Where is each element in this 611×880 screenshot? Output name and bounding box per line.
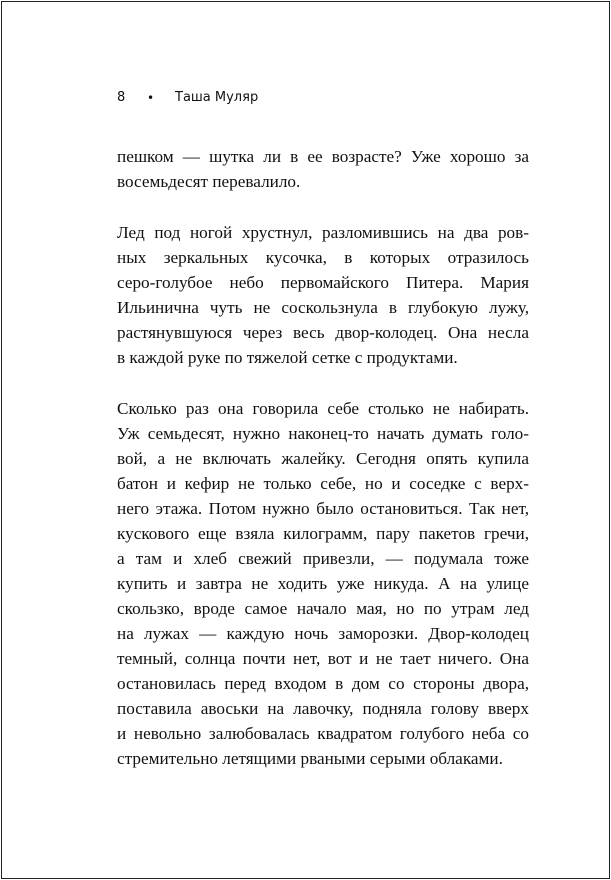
text-line: стремительно летящими рваными серыми облаками. — [117, 749, 503, 768]
book-page — [1, 1, 610, 879]
text-line: темный, солнца почти нет, вот и не тает ничего. Она — [117, 649, 529, 668]
page-number: 8 — [117, 90, 126, 105]
paragraph — [117, 144, 529, 194]
text-line: ных зеркальных кусочка, в которых отразилось — [117, 248, 529, 267]
text-line: остановилась перед входом в дом со стороны двора, — [117, 674, 529, 693]
running-header — [117, 90, 258, 105]
text-line: Лед под ногой хрустнул, разломившись на два ров- — [117, 223, 529, 242]
text-line: растянувшуюся через весь двор-колодец. Она несла — [117, 323, 529, 342]
paragraph — [117, 396, 529, 771]
text-line: скользко, вроде самое начало мая, но по утрам лед — [117, 599, 529, 618]
text-line: поставила авоськи на лавочку, подняла голову вверх — [117, 699, 529, 718]
text-line: восемьдесят перевалило. — [117, 172, 301, 191]
text-line: в каждой руке по тяжелой сетке с продуктами. — [117, 348, 458, 367]
text-line: Ильинична чуть не соскользнула в глубокую лужу, — [117, 298, 529, 317]
paragraph — [117, 220, 529, 370]
text-line: серо-голубое небо первомайского Питера. Мария — [117, 273, 529, 292]
text-line: а там и хлеб свежий привезли, — подумала тоже — [117, 549, 529, 568]
page-body-text — [117, 144, 529, 797]
text-line: пешком — шутка ли в ее возрасте? Уже хорошо за — [117, 147, 529, 166]
text-line: Сколько раз она говорила себе столько не набирать. — [117, 399, 529, 418]
text-line: него этажа. Потом нужно было остановиться. Так нет, — [117, 499, 529, 518]
author-name: Таша Муляр — [175, 90, 259, 105]
text-line: кускового еще взяла килограмм, пару пакетов гречи, — [117, 524, 529, 543]
text-line: на лужах — каждую ночь заморозки. Двор-колодец — [117, 624, 529, 643]
header-separator: • — [147, 90, 155, 105]
text-line: вой, а не включать жалейку. Сегодня опять купила — [117, 449, 529, 468]
text-line: купить и завтра не ходить уже никуда. А на улице — [117, 574, 529, 593]
text-line: Уж семьдесят, нужно наконец-то начать думать голо- — [117, 424, 529, 443]
text-line: батон и кефир не только себе, но и соседке с верх- — [117, 474, 529, 493]
text-line: и невольно залюбовалась квадратом голубого неба со — [117, 724, 529, 743]
